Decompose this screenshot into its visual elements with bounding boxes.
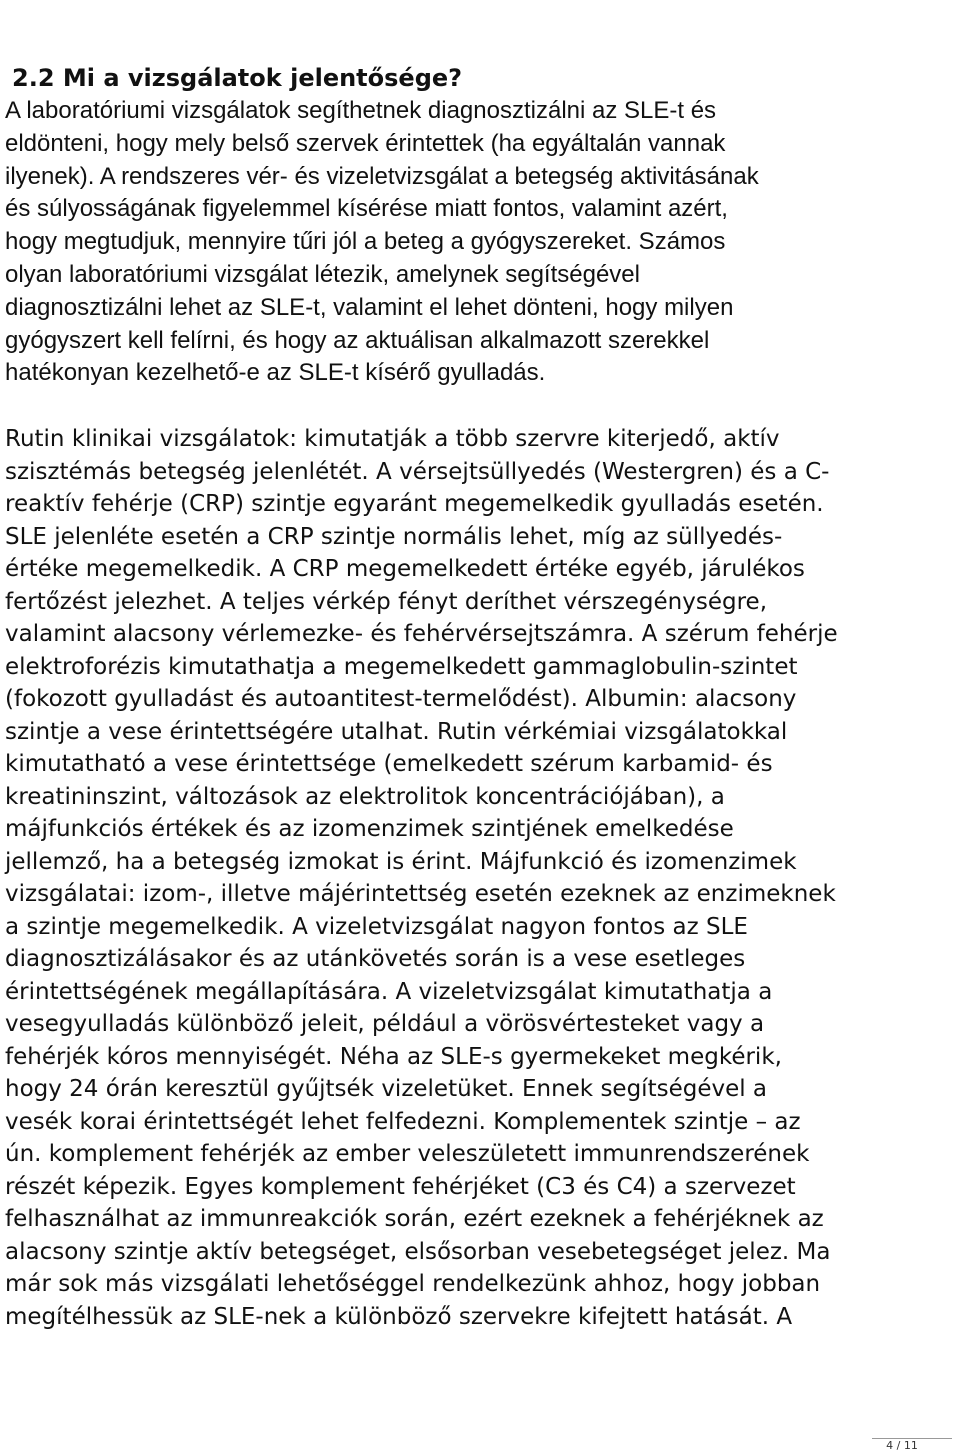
text-line: valamint alacsony vérlemezke- és fehérvérsejtszámra. A szérum fehérje	[5, 621, 838, 647]
text-line: a szintje megemelkedik. A vizeletvizsgálat nagyon fontos az SLE	[5, 913, 748, 940]
text-line: olyan laboratóriumi vizsgálat létezik, amelynek segítségével	[5, 260, 640, 288]
text-line: májfunkciós értékek és az izomenzimek szintjének emelkedése	[5, 816, 734, 842]
text-line: és súlyosságának figyelemmel kísérése miatt fontos, valamint azért,	[5, 195, 728, 223]
text-line: ilyenek). A rendszeres vér- és vizeletvizsgálat a betegség aktivitásának	[5, 162, 759, 190]
text-line: ún. komplement fehérjék az ember veleszületett immunrendszerének	[5, 1141, 810, 1167]
text-line: elektroforézis kimutathatja a megemelkedett gammaglobulin-szintet	[5, 653, 798, 680]
text-line: diagnosztizálni lehet az SLE-t, valamint el lehet dönteni, hogy milyen	[5, 293, 734, 321]
text-line: megítélhessük az SLE-nek a különböző szervekre kifejtett hatását. A	[5, 1303, 793, 1330]
section-heading: 2.2 Mi a vizsgálatok jelentősége?	[12, 64, 463, 92]
text-line: vesék korai érintettségét lehet felfedezni. Komplementek szintje – az	[5, 1108, 801, 1135]
text-line: vizsgálatai: izom-, illetve májérintettség esetén ezeknek az enzimeknek	[5, 881, 836, 907]
text-line: már sok más vizsgálati lehetőséggel rendelkezünk ahhoz, hogy jobban	[5, 1271, 821, 1297]
text-line: érintettségének megállapítására. A vizeletvizsgálat kimutathatja a	[5, 978, 773, 1005]
text-line: hogy 24 órán keresztül gyűjtsék vizeletüket. Ennek segítségével a	[5, 1076, 768, 1102]
page-number: 4 / 11	[886, 1439, 918, 1452]
text-line: részét képezik. Egyes komplement fehérjéket (C3 és C4) a szervezet	[5, 1173, 796, 1200]
text-line: diagnosztizálásakor és az utánkövetés során is a vese esetleges	[5, 946, 746, 972]
text-line: (fokozott gyulladást és autoantitest-termelődést). Albumin: alacsony	[5, 686, 797, 712]
text-line: hogy megtudjuk, mennyire tűri jól a beteg a gyógyszereket. Számos	[5, 228, 726, 256]
paragraph-intro	[5, 95, 955, 390]
text-line: Rutin klinikai vizsgálatok: kimutatják a több szervre kiterjedő, aktív	[5, 426, 780, 452]
text-line: kimutatható a vese érintettsége (emelkedett szérum karbamid- és	[5, 751, 773, 777]
text-line: kreatininszint, változások az elektrolitok koncentrációjában), a	[5, 783, 725, 810]
text-line: SLE jelenléte esetén a CRP szintje normális lehet, míg az süllyedés-	[5, 523, 783, 550]
text-line: gyógyszert kell felírni, és hogy az aktuálisan alkalmazott szerekkel	[5, 326, 710, 354]
text-line: alacsony szintje aktív betegséget, elsősorban vesebetegséget jelez. Ma	[5, 1238, 831, 1265]
text-line: reaktív fehérje (CRP) szintje egyaránt megemelkedik gyulladás esetén.	[5, 491, 824, 517]
text-line: értéke megemelkedik. A CRP megemelkedett értéke egyéb, járulékos	[5, 556, 805, 582]
text-line: eldönteni, hogy mely belső szervek érintettek (ha egyáltalán vannak	[5, 129, 726, 157]
text-line: szisztémás betegség jelenlétét. A vérsejtsüllyedés (Westergren) és a C-	[5, 458, 830, 485]
text-line: fertőzést jelezhet. A teljes vérkép fényt deríthet vérszegénységre,	[5, 588, 768, 615]
text-line: vesegyulladás különböző jeleit, például a vörösvértesteket vagy a	[5, 1011, 765, 1037]
text-line: A laboratóriumi vizsgálatok segíthetnek diagnosztizálni az SLE-t és	[5, 97, 717, 124]
paragraph-routine-tests	[5, 423, 955, 1333]
text-line: fehérjék kóros mennyiségét. Néha az SLE-s gyermekeket megkérik,	[5, 1043, 782, 1070]
text-line: hatékonyan kezelhető-e az SLE-t kísérő gyulladás.	[5, 359, 546, 387]
text-line: jellemző, ha a betegség izmokat is érint. Májfunkció és izomenzimek	[5, 848, 797, 875]
text-line: szintje a vese érintettségére utalhat. Rutin vérkémiai vizsgálatokkal	[5, 718, 788, 745]
text-line: felhasználhat az immunreakciók során, ezért ezeknek a fehérjéknek az	[5, 1206, 824, 1232]
